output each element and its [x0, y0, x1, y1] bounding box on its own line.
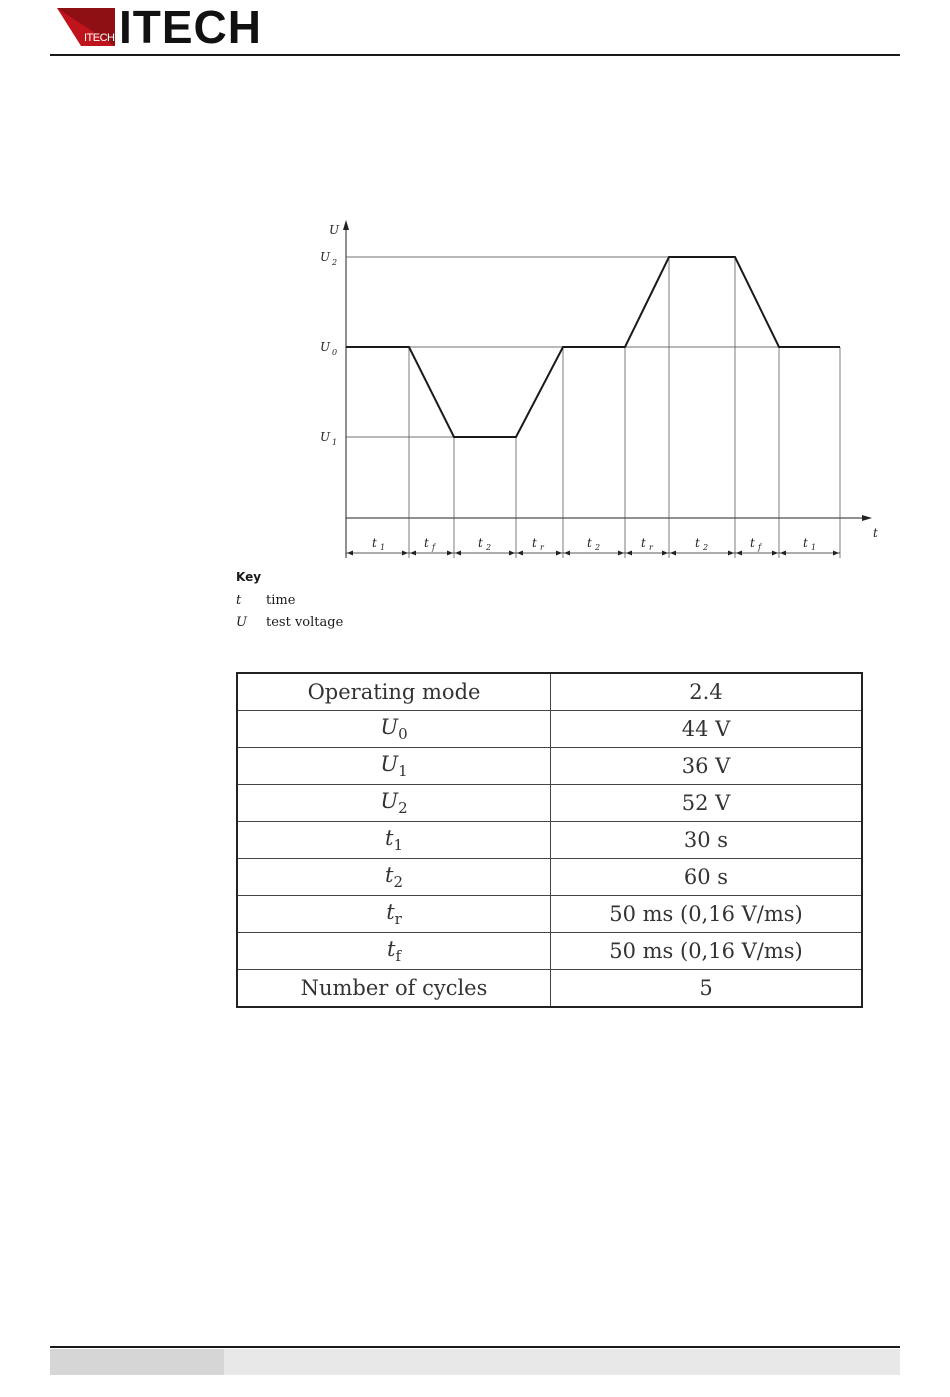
voltage-profile-diagram: [300, 210, 900, 570]
svg-text:f: f: [758, 543, 761, 552]
param-subscript: 1: [398, 762, 408, 780]
arrowhead-left: [736, 551, 742, 556]
arrowhead-right: [618, 551, 624, 556]
arrowhead-right: [402, 551, 408, 556]
value-cell: 5: [551, 970, 863, 1008]
segment-label-8: [750, 536, 763, 552]
page-header: [0, 0, 950, 60]
svg-text:t: t: [641, 536, 646, 550]
segment-label-5: [587, 536, 600, 552]
svg-text:t: t: [532, 536, 537, 550]
table-row: [237, 822, 862, 859]
arrowhead-right: [662, 551, 668, 556]
svg-text:U: U: [320, 430, 331, 444]
footer-rule: [50, 1346, 900, 1348]
logo-small-text: ITECH: [84, 32, 115, 44]
param-subscript: 2: [398, 799, 408, 817]
param-name: t: [385, 826, 394, 850]
level-label-u2: [320, 250, 337, 267]
segment-label-4: [532, 536, 545, 552]
param-subscript: 2: [393, 873, 403, 891]
segment-label-9: [803, 536, 816, 552]
table-row: [237, 933, 862, 970]
segment-label-3: [478, 536, 491, 552]
param-cell: [237, 896, 551, 933]
arrowhead-right: [509, 551, 515, 556]
value-cell: 36 V: [551, 748, 863, 785]
param-name: Number of cycles: [300, 976, 488, 1000]
svg-text:U: U: [320, 250, 331, 264]
svg-text:r: r: [649, 543, 653, 552]
svg-text:1: 1: [380, 543, 386, 552]
param-name: t: [385, 863, 394, 887]
svg-text:0: 0: [332, 348, 338, 357]
key-symbol: U: [236, 614, 247, 630]
svg-text:1: 1: [332, 438, 338, 447]
arrowhead-right: [556, 551, 562, 556]
level-label-u0: [320, 340, 337, 357]
param-cell: [237, 970, 551, 1008]
svg-text:t: t: [695, 536, 700, 550]
param-name: U: [380, 752, 399, 776]
svg-text:2: 2: [703, 543, 709, 552]
key-symbol: t: [236, 592, 242, 608]
svg-text:f: f: [432, 543, 435, 552]
param-subscript: f: [395, 947, 401, 965]
svg-text:r: r: [540, 543, 544, 552]
level-label-u1: [320, 430, 337, 447]
logo-text: ITECH: [119, 1, 262, 53]
svg-text:2: 2: [595, 543, 601, 552]
table-row: [237, 785, 862, 822]
division-lines: [409, 257, 840, 558]
svg-text:t: t: [587, 536, 592, 550]
arrowhead-right: [772, 551, 778, 556]
parameters-table: [236, 672, 863, 1008]
arrowhead-left: [780, 551, 786, 556]
arrowhead-right: [728, 551, 734, 556]
param-cell: [237, 822, 551, 859]
parameters-table-wrapper: [236, 672, 863, 1008]
segment-label-6: [641, 536, 654, 552]
param-cell: [237, 673, 551, 711]
param-cell: [237, 785, 551, 822]
segment-label-1: [372, 536, 385, 552]
figure-key: [236, 570, 343, 633]
x-axis-label: t: [873, 526, 878, 540]
svg-text:t: t: [372, 536, 377, 550]
key-title: Key: [236, 570, 262, 584]
key-description: test voltage: [266, 614, 344, 630]
arrowhead-left: [564, 551, 570, 556]
svg-text:t: t: [803, 536, 808, 550]
param-subscript: r: [394, 910, 402, 928]
svg-text:t: t: [478, 536, 483, 550]
param-name: U: [380, 715, 399, 739]
param-cell: [237, 859, 551, 896]
arrowhead-left: [670, 551, 676, 556]
table-row: [237, 711, 862, 748]
value-cell: 60 s: [551, 859, 863, 896]
value-cell: 30 s: [551, 822, 863, 859]
x-axis-arrow: [862, 515, 872, 521]
y-axis-label: U: [329, 223, 340, 237]
key-description: time: [266, 592, 296, 608]
svg-text:t: t: [424, 536, 429, 550]
value-cell: 50 ms (0,16 V/ms): [551, 933, 863, 970]
table-row: [237, 859, 862, 896]
arrowhead-right: [447, 551, 453, 556]
param-cell: [237, 933, 551, 970]
value-cell: 50 ms (0,16 V/ms): [551, 896, 863, 933]
arrowhead-left: [347, 551, 353, 556]
y-axis-arrow: [343, 220, 349, 230]
arrowhead-right: [833, 551, 839, 556]
svg-text:t: t: [750, 536, 755, 550]
arrowhead-left: [410, 551, 416, 556]
svg-text:U: U: [320, 340, 331, 354]
arrowhead-left: [626, 551, 632, 556]
svg-text:1: 1: [811, 543, 817, 552]
table-row: [237, 970, 862, 1008]
table-row: [237, 896, 862, 933]
param-cell: [237, 711, 551, 748]
param-subscript: 0: [398, 725, 408, 743]
param-name: Operating mode: [307, 680, 481, 704]
segment-label-7: [695, 536, 708, 552]
segment-label-2: [424, 536, 437, 552]
param-name: t: [386, 937, 396, 961]
footer-segment: [50, 1349, 224, 1375]
value-cell: 2.4: [551, 673, 863, 711]
table-row: [237, 673, 862, 711]
arrowhead-left: [455, 551, 461, 556]
value-cell: 52 V: [551, 785, 863, 822]
table-row: [237, 748, 862, 785]
key-item-voltage: [236, 611, 343, 633]
svg-text:2: 2: [332, 258, 338, 267]
value-cell: 44 V: [551, 711, 863, 748]
param-name: U: [380, 789, 399, 813]
header-rule: [50, 54, 900, 56]
arrowhead-left: [517, 551, 523, 556]
svg-text:2: 2: [486, 543, 492, 552]
key-item-time: [236, 589, 343, 611]
param-subscript: 1: [393, 836, 403, 854]
param-name: t: [386, 900, 395, 924]
param-cell: [237, 748, 551, 785]
